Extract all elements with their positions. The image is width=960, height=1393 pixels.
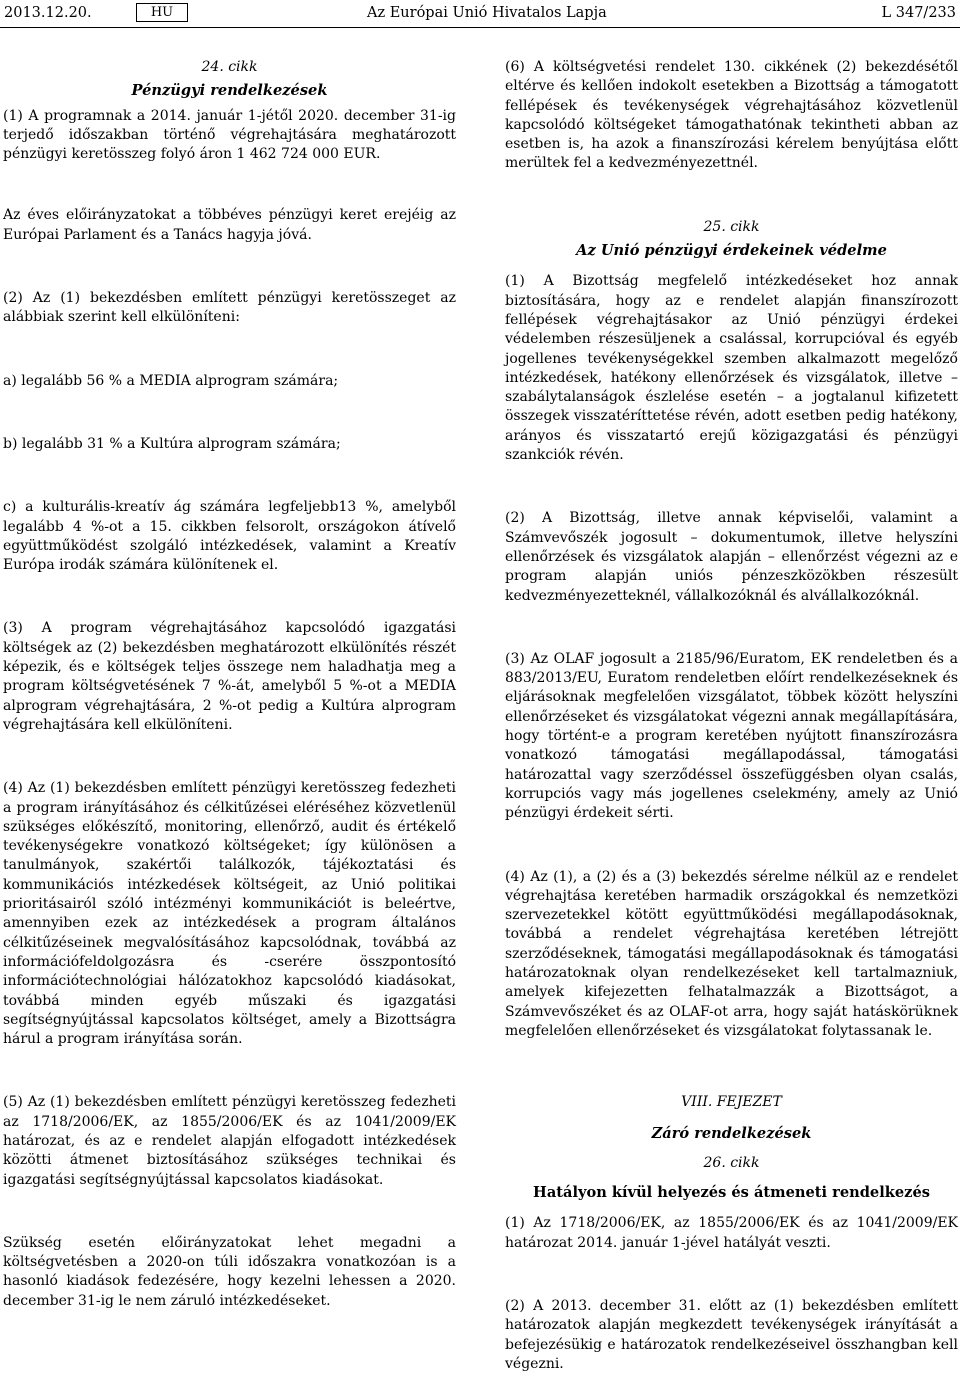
paragraph-25-1: (1) A Bizottság megfelelő intézkedéseket hoz annak biztosítására, hogy az e rendelet alapján finanszírozott fellépések végrehajtásakor az Unió pénzügyi érdekei védelemben részesüljenek a csalással, korrupcióval és egyéb jogellenes tevékenységekkel szemben alkalmazott megelőző intézkedések, hatékony ellenőrzések és vizsgálatok, illetve – szabálytalanságok észlelése esetén – a jogtalanul kifizetett összegek visszatéríttetése révén, adott esetben pedig hatékony, arányos és visszatartó erejű közigazgatási és pénzügyi szankciók révén.	[505, 273, 958, 464]
article-25-number: 25. cikk	[703, 218, 760, 235]
paragraph-24-1: (1) A programnak a 2014. január 1-jétől 2020. december 31-ig terjedő időszakban történő végrehajtására meghatározott pénzügyi keretösszeg folyó áron 1 462 724 000 EUR.	[3, 107, 456, 163]
article-24-title: Pénzügyi rendelkezések	[131, 82, 328, 100]
paragraph-24-1b: Az éves előirányzatokat a többéves pénzügyi keret erejéig az Európai Parlament és a Tanács hagyja jóvá.	[3, 207, 456, 243]
paragraph-24-2b: b) legalább 31 % a Kultúra alprogram számára;	[3, 435, 341, 452]
paragraph-25-2: (2) A Bizottság, illetve annak képviselői, valamint a Számvevőszék jogosult – dokumentumok, illetve helyszíni ellenőrzések és vizsgálatok alapján – ellenőrzést végezni az e program alapján uniós pénzeszközökben részesült kedvezményezetteknél, vállalkozóknál és alvállalkozóknál.	[505, 510, 958, 604]
article-26-number: 26. cikk	[703, 1154, 760, 1171]
paragraph-26-2: (2) A 2013. december 31. előtt az (1) bekezdésben említett határozatok alapján megkezdett tevékenységek irányítását a befejezésükig e határozatok rendelkezéseivel összhangban kell végezni.	[505, 1297, 958, 1372]
paragraph-24-4: (4) Az (1) bekezdésben említett pénzügyi keretösszeg fedezheti a program irányításához és célkitűzései eléréséhez közvetlenül szükséges előkészítő, monitoring, ellenőrző, audit és értékelő tevékenységekre vonatkozó költségeket; így különösen a tanulmányok, szakértői találkozók, tájékoztatási és kommunikációs intézkedések költségeit, az Unió politikai prioritásairól szóló intézményi kommunikációt is beleértve, amennyiben ezek az intézkedések a program általános célkitűzéseinek megvalósításához kapcsolódnak, továbbá az információfeldolgozásra és -cserére összpontosító információtechnológiai hálózatokhoz kapcsolódó kiadásokat, továbbá minden egyéb műszaki és igazgatási segítségnyújtással kapcsolatos költséget, amely a Bizottságra hárul a program irányítása során.	[3, 780, 456, 1048]
article-26-title: Hatályon kívül helyezés és átmeneti rendelkezés	[533, 1184, 930, 1202]
paragraph-24-2a: a) legalább 56 % a MEDIA alprogram számára;	[3, 372, 339, 389]
article-25-title: Az Unió pénzügyi érdekeinek védelme	[576, 242, 887, 260]
article-24-number: 24. cikk	[201, 59, 258, 75]
right-column	[505, 58, 958, 1374]
header-rule	[0, 27, 960, 28]
paragraph-24-3: (3) A program végrehajtásához kapcsolódó igazgatási költségek az (2) bekezdésben meghatározott elkülönítés részét képezik, és e költségek teljes összege nem haladhatja meg a program költségvetésének 7 %-át, amelyből 5 %-ot a MEDIA alprogram végrehajtására, 2 %-ot pedig a Kultúra alprogram végrehajtására kell elkülöníteni.	[3, 620, 456, 733]
paragraph-24-2: (2) Az (1) bekezdésben említett pénzügyi keretösszeget az alábbiak szerint kell elkülöníteni:	[3, 290, 456, 326]
paragraph-25-4: (4) Az (1), a (2) és a (3) bekezdés sérelme nélkül az e rendelet végrehajtása keretében harmadik országokkal és nemzetközi szervezetekkel kötött együttműködési megállapodásoknak, továbbá a rendelet végrehajtása keretében létrejött szerződéseknek, támogatási megállapodásoknak és támogatási határozatoknak olyan rendelkezéseket kell tartalmazniuk, amelyek kifejezetten felhatalmazzák a Bizottságot, a Számvevőszéket és az OLAF-ot arra, hogy saját hatáskörüknek megfelelően ellenőrzéseket és vizsgálatokat folytassanak le.	[505, 868, 958, 1039]
page-number: L 347/233	[881, 5, 956, 21]
journal-title: Az Európai Unió Hivatalos Lapja	[367, 5, 607, 21]
paragraph-24-5: (5) Az (1) bekezdésben említett pénzügyi keretösszeg fedezheti az 1718/2006/EK, az 1855/2006/EK és az 1041/2009/EK határozat, és az e rendelet alapján elfogadott intézkedések közötti átmenet biztosításához szükséges technikai és igazgatási segítségnyújtással kapcsolatos kiadásokat.	[3, 1094, 456, 1188]
paragraph-24-6: (6) A költségvetési rendelet 130. cikkének (2) bekezdésétől eltérve és kellően indokolt esetekben a Bizottság a támogatott fellépések és tevékenységek végrehajtásához közvetlenül kapcsolódó költségeket támogathatónak tekintheti abban az esetben is, ha azok a finanszírozási kérelem benyújtása előtt merültek fel a kedvezményezettnél.	[505, 59, 958, 172]
left-column	[3, 58, 456, 1311]
page-header	[0, 0, 960, 30]
chapter-title: Záró rendelkezések	[651, 1125, 812, 1143]
paragraph-24-2c: c) a kulturális-kreatív ág számára legfeljebb13 %, amelyből legalább 4 %-ot a 15. cikkben felsorolt, országokon átívelő együttműködést szolgáló intézkedések, valamint a Kreatív Európa irodák számára különítenek el.	[3, 499, 456, 574]
paragraph-24-5b: Szükség esetén előirányzatokat lehet megadni a költségvetésben a 2020-on túli időszakra vonatkozóan is a hasonló kiadások fedezésére, hogy kezelni lehessen a 2020. december 31-ig le nem záruló intézkedéseket.	[3, 1234, 456, 1309]
publication-date: 2013.12.20.	[4, 5, 92, 21]
language-badge: HU	[136, 3, 188, 22]
paragraph-26-1: (1) Az 1718/2006/EK, az 1855/2006/EK és az 1041/2009/EK határozat 2014. január 1-jével hatályát veszti.	[505, 1215, 958, 1251]
paragraph-25-3: (3) Az OLAF jogosult a 2185/96/Euratom, EK rendeletben és a 883/2013/EU, Euratom rendeletben előírt rendelkezéseknek és eljárásoknak megfelelően vizsgálatot, többek között helyszíni ellenőrzéseket és vizsgálatokat végezni annak megállapítására, hogy történt-e a program keretében nyújtott finanszírozásra vonatkozó támogatási megállapodással, támogatási határozattal vagy szerződéssel összefüggésben olyan csalás, korrupciós vagy más jogellenes cselekmény, amely az Unió pénzügyi érdekeit sérti.	[505, 650, 958, 822]
chapter-number: VIII. FEJEZET	[681, 1094, 782, 1111]
